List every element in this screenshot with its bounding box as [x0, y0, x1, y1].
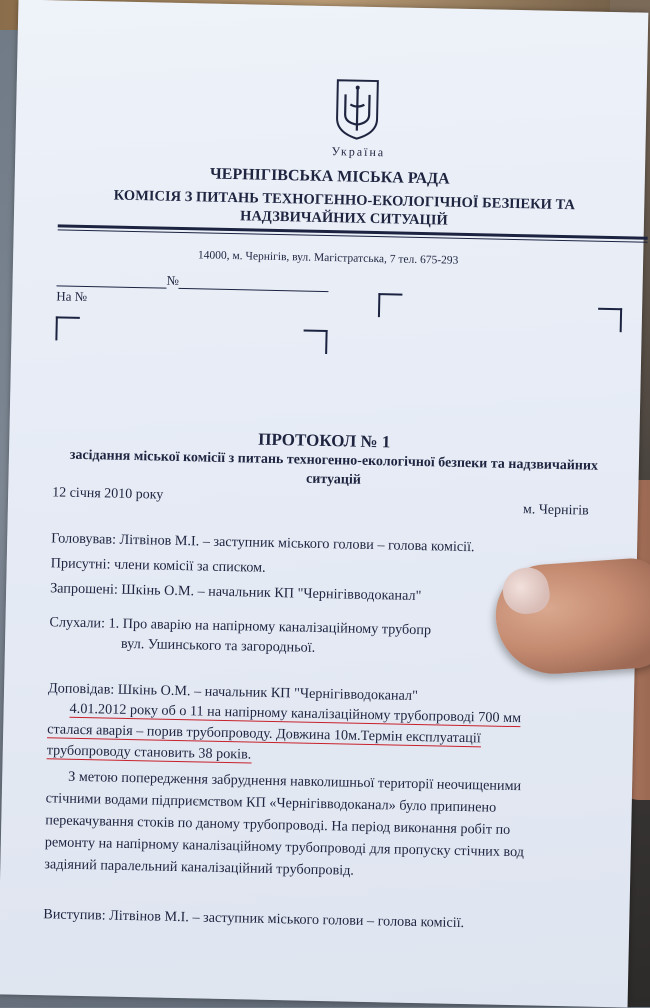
paragraph-line: перекачування стоків по даному трубопроводі. На період виконання робіт по: [45, 812, 511, 838]
heard-line: Слухали: 1. Про аварію на напірному каналізаційному трубопр: [49, 614, 432, 639]
paragraph-line: задіяний паралельний каналізаційний трубопровід.: [44, 856, 355, 879]
invited-line: Запрошені: Шкінь О.М. – начальник КП "Чернігівводоканал": [49, 580, 422, 605]
address-corner-mark: [303, 330, 327, 354]
protocol-subtitle: засідання міської комісії з питань техногенно-екологічної безпеки та надзвичайних ситуацій: [69, 447, 599, 488]
protocol-city: м. Чернігів: [522, 502, 589, 519]
paragraph-line: стічними водами підприємством КП «Чернігівводоканал» було припинено: [45, 790, 497, 816]
org-name: ЧЕРНІГІВСЬКА МІСЬКА РАДА: [209, 165, 450, 188]
number-sign: №: [166, 272, 180, 288]
heard-line-cont: вул. Ушинського та загородньої.: [120, 635, 316, 656]
trident-emblem-icon: [334, 78, 381, 141]
accident-line-3: трубопроводу становить 38 років.: [46, 742, 252, 763]
paragraph-line: ремонту на напірному каналізаційному трубопроводі для пропуску стічних вод: [44, 834, 525, 861]
address: 14000, м. Чернігів, вул. Магістратська, 7 тел. 675-293: [197, 249, 459, 267]
addressee-corner-mark: [598, 308, 622, 332]
paragraph-line: З метою попередження забруднення навколишньої території неочищеними: [68, 768, 522, 795]
protocol-title: ПРОТОКОЛ № 1: [258, 429, 391, 452]
addressee-corner-mark: [378, 293, 402, 317]
speaker-line: Виступив: Літвінов М.І. – заступник міського голови – голова комісії.: [43, 906, 465, 932]
protocol-date: 12 січня 2010 року: [52, 485, 164, 503]
accident-line-1: 4.01.2012 року об о 11 на напірному каналізаційному трубопроводі 700 мм: [69, 700, 522, 727]
commission-name: КОМІСІЯ З ПИТАНЬ ТЕХНОГЕННО-ЕКОЛОГІЧНОЇ БЕЗПЕКИ ТА НАДЗВИЧАЙНИХ СИТУАЦІЙ: [113, 187, 576, 229]
accident-line-2: сталася аварія – порив трубопроводу. Довжина 10м.Термін експлуатації: [47, 721, 481, 747]
present-line: Присутні: члени комісії за списком.: [50, 555, 266, 576]
reported-line: Доповідав: Шкінь О.М. – начальник КП "Чернігівводоканал": [47, 680, 419, 705]
country-name: Україна: [331, 144, 386, 160]
incoming-number-label: На №: [56, 288, 88, 305]
address-corner-mark: [55, 316, 79, 340]
chair-line: Головував: Літвінов М.І. – заступник міського голови – голова комісії.: [51, 530, 475, 556]
